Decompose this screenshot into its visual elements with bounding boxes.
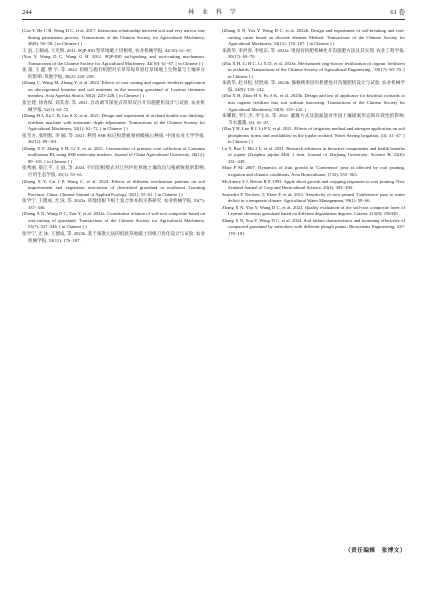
page-number: 244 — [22, 9, 32, 16]
reference-entry: 朱耀辉, 罗仁杰, 李宝永, 等. 2021. 灌溉方式及施氮量对枣园土壤硝素形态和有效性的影响. 节水灌溉, (4): 41−47. — [222, 113, 405, 125]
reference-entry: 朱新华, 赵书松, 伏胜豪, 等. 2023b. 猕猴桃果园有机肥免开沟施肥机设计与试验. 农业机械学报, 54(9): 135−142. — [222, 80, 405, 92]
reference-entry: (Zhang X N, Wang D C, You Y, et al. 2022a. Constitutive relation of soil-root composite based on root-cutting of grassland. Transactions of the Chinese Society for Agricultural Machinery, 53(7): 337−346. [ in Chinese ] ) — [22, 211, 205, 230]
right-reference-column — [222, 28, 405, 238]
reference-entry: (Cao Y, He C B, Wang D C, et al. 2017. Interaction relationship between soil and very narrow tine during penetration process. Transactions of the Chinese Society for Agricultural Machinery, 48(8): 50−58. [ in Chinese ] ) — [22, 28, 205, 47]
page-header — [22, 7, 405, 20]
reference-entry: Maia F M. 2007. Dynamics of fruit growth in 'Conference' pear as affected by root pruning, irrigation and climatic conditions. Acta Horticulturae, (732): 555−563. — [222, 165, 405, 178]
reference-entry: Zhang X N, You Y, Wang D C, et al. 2022. Quality evaluation of the soil-root composite layer of Leymus chinensis grassland based on different degradation degrees. Catena, 215(8): 106330. — [222, 204, 405, 217]
reference-entry: Saavedra P, Deckers T, Ebert F, et al. 2011. Sensitivity of root pruned 'Conference' pear to water deficit in a temperate climate. Agricultural Water Management, 99(1): 58−66. — [222, 191, 405, 204]
reference-entry: (You Y, Wang D C, Wang G H. 2011. 9QP-830 soil-gashing and root-cutting mechanism. Transactions of the Chinese Society for Agricultural Machinery, 42(10): 61−67. [ in Chinese ] ) — [22, 54, 205, 66]
reference-entry: 王 浪, 王蔺成, 王光辉. 2011. 9QP-830 型草地破土切根机. 农业机械学报, 42(10): 61−67. — [22, 47, 193, 53]
volume-label: 61 卷 — [390, 9, 405, 16]
reference-entry: 张秀丽, 蔡江平, 王 庭, 等. 2024. 不同切根模式对辽西沙化草地土壤改良与植被恢复的影响. 应用生态学报, 35(1): 55−61. — [22, 165, 205, 178]
reference-entry: 张 量, 王 鑫, 曹 宇, 等. 2022. 切根与施有机肥对羊草草甸草原打草场地上生物量与土壤养分的影响. 草地学报, 30(2): 220−228. — [22, 67, 205, 79]
reference-entry: 朱新华, 李洪春, 李旭东, 等. 2023a. 果园有机肥机械化开沟施肥方法及其实现. 农业工程学报, 39(17): 60−70. — [222, 47, 405, 60]
reference-entry: (Zhang X N, You Y, Wang D C, et al. 2022b. Design and experiment of soil-breaking and root-cutting cutter based on discrete element Method. Transactions of the Chinese Society for Agricultural Machinery, 53(11): 176−187. [ in Chinese ] ) — [222, 28, 405, 47]
reference-entry: 张雪方, 张明航, 李 颖, 等. 2021. 利用 SSR 标记构建板栗初级核心种质. 中国农业大学学报, 26(12): 89−101. — [22, 132, 205, 145]
reference-entry: (Zhang C, Wang M, Zhang Y, et al. 2022. Effects of root cutting and organic fertilizer application on aboveground biomass and soil nutrients in the mowing grassland of Leymus chinensis meadow. Acta Agrestia Sinica, 30(2): 220−228. [ in Chinese ] ) — [22, 80, 205, 99]
reference-entry: 张学宁, 王德成, 尤 泳, 等. 2022a. 草地切根下根土复合体本构关系研究. 农业机械学报, 53(7): 337−346. — [22, 198, 205, 210]
reference-entry: 张学宁, 尤 泳, 王德成, 等. 2022b. 基于离散元法的低扰草地破土切根刀优化设计与试验. 农业机械学报, 53(11): 176−187. — [22, 230, 205, 243]
reference-entry: 张宏建, 徐春保, 刘其春, 等. 2021. 自动调节深度式草原双行开沟施肥机设计与试验. 农业机械学报, 52(1): 62−72. — [22, 100, 205, 112]
reference-entry: (Zhang X F, Zhang S H, Li Y, et al. 2021. Construction of primary core collection of Castanea mollissima BL using SSR molecular markers. Journal of China Agricultural University, 26(12): 89−101. [ in Chinese ] ) — [22, 145, 205, 164]
reference-entry: McArtney S J, Belton R P. 1992. Apple shoot growth and cropping responses to root pruning. New Zealand Journal of Crop and Horticultural Science, 20(4): 383−390. — [222, 178, 405, 191]
reference-entry: (Zhu X H, Zhao H S, Fu S K, et al. 2023b. Design and test of applicator for kiwifruit orchards to mix organic fertilizer into soil without furrowing. Transactions of the Chinese Society for Agricultural Machinery, 54(9): 135−142. ) — [222, 93, 405, 112]
reference-entry: (Zhang H J, Xu C B, Liu S X, et al. 2021. Design and experiment of orchard double row ditching-fertilizer machine with automatic depth adjustment. Transactions of the Chinese Society for Agricultural Machinery, 52(1): 62−72. [ in Chinese ] ) — [22, 113, 205, 132]
reference-entry: (Zhu X H, Li H C, Li X D, et al. 2023a. Mechanized ring-furrow fertilization of organic fertilizers in orchards. Transactions of the Chinese Society of Agricultural Engineering , 39(17): 60−70. [ in Chinese ] ) — [222, 60, 405, 79]
responsible-editor: （责任编辑 张博文） — [345, 548, 406, 554]
reference-entry: (Zhang X Y, Cai J P, Wang C, et al. 2024. Effects of different fertilization patterns on soil improvement and vegetation restoration of desertified grassland in northwest Liaoning Province, China. Chinese Journal of Applied Ecology, 35(1): 55−61. [ in Chinese ] ) — [22, 178, 205, 197]
left-reference-column — [22, 28, 205, 244]
journal-title: 林 业 科 学 — [188, 9, 239, 16]
reference-entry: Lu Y, Bao T, Mo J L, et al. 2021. Research advances in bioactive components and health benefits of jujube (Ziziphus jujuba Mill. ) fruit. Journal of Zhejiang University: Science B, 22(6): 431−449. — [222, 145, 405, 164]
reference-entry: Zhang X N, You Y, Wang D C, et al. 2024. Soil failure characteristics and loosening effectivity of compacted grassland by subsoilers with different plough points. Biosystems Engineering, 237: 170−181. — [222, 217, 405, 236]
reference-entry: (Zhu Y H, Luo R J, Li P Y, et al. 2021. Effects of irrigation method and nitrogen application on soil phosphorus forms and availability in the jujube orchard. Water Saving Irrigation, (4): 41−47. [ in Chinese ] ) — [222, 126, 405, 145]
